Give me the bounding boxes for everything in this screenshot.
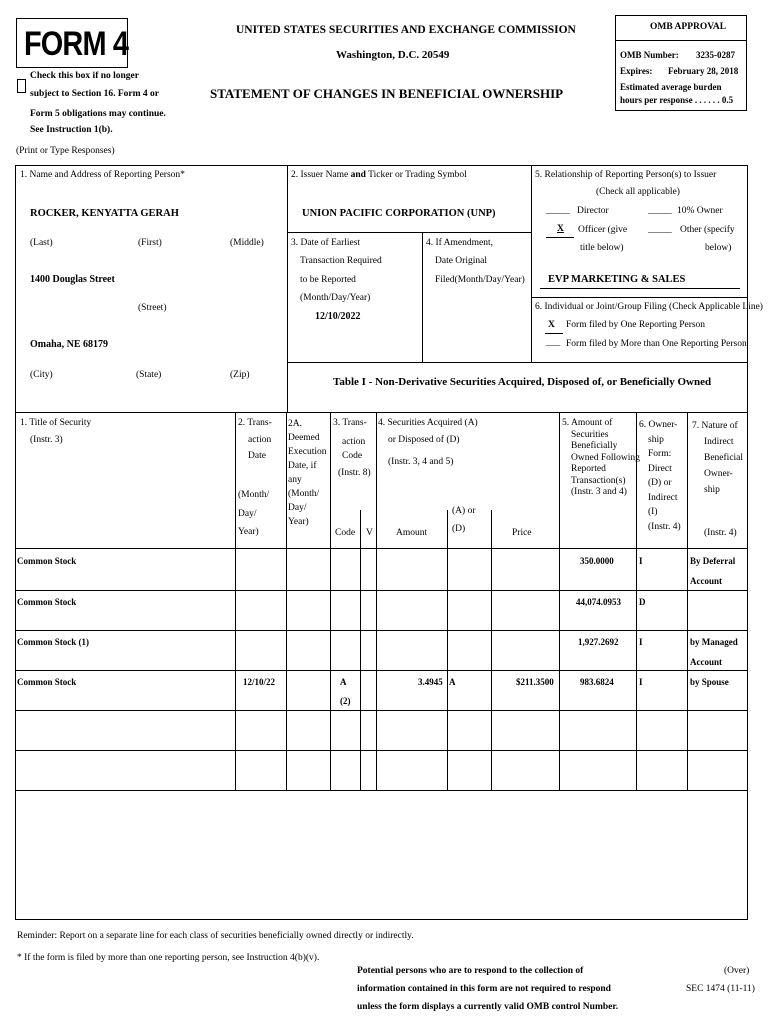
- checkbox-line-2: subject to Section 16. Form 4 or: [30, 89, 160, 99]
- reminder-text: Reminder: Report on a separate line for each class of securities beneficially owned directly or indirectly.: [17, 931, 414, 941]
- zip-caption: (Zip): [230, 370, 250, 380]
- owned-amount[interactable]: 350.0000: [580, 556, 614, 566]
- col3-header-1: 3. Trans-: [333, 418, 367, 428]
- transaction-code[interactable]: A: [340, 677, 347, 687]
- nature-line2: Account: [690, 657, 722, 667]
- amendment-line1: 4. If Amendment,: [426, 238, 494, 248]
- col2-header-6: Year): [238, 527, 259, 537]
- director-blank[interactable]: _____: [546, 206, 570, 216]
- agency-name: UNITED STATES SECURITIES AND EXCHANGE COMMISSION: [236, 24, 576, 36]
- col7-instr: (Instr. 4): [704, 528, 737, 538]
- ownership-form[interactable]: D: [639, 597, 646, 607]
- filing-label: 6. Individual or Joint/Group Filing (Check Applicable Line): [535, 302, 763, 312]
- relationship-label: 5. Relationship of Reporting Person(s) to Issuer: [535, 170, 717, 180]
- state-caption: (State): [136, 370, 162, 380]
- col2-header-2: action: [248, 435, 272, 445]
- col2-header-4: (Month/: [238, 490, 270, 500]
- nature-line1[interactable]: by Managed: [690, 637, 738, 647]
- earliest-date-line2: Transaction Required: [300, 256, 382, 266]
- middle-name-caption: (Middle): [230, 238, 264, 248]
- potential-persons-2: information contained in this form are not required to respond: [357, 984, 611, 994]
- col3-v-header: V: [366, 528, 373, 538]
- agency-location: Washington, D.C. 20549: [336, 49, 450, 61]
- sec-form-number: SEC 1474 (11-11): [686, 984, 755, 994]
- col2a-header: 2A. Deemed Execution Date, if any (Month/ Day/ Year): [288, 419, 327, 527]
- security-title[interactable]: Common Stock (1): [17, 637, 89, 647]
- col2-header-1: 2. Trans-: [238, 418, 272, 428]
- print-note: (Print or Type Responses): [16, 146, 115, 156]
- col2-header-5: Day/: [238, 509, 257, 519]
- ownership-form[interactable]: I: [639, 637, 643, 647]
- col5-header: 5. Amount of Securities Beneficially Owned Following Reported Transaction(s) (Instr. 3 and 4): [562, 418, 640, 497]
- security-title[interactable]: Common Stock: [17, 556, 77, 566]
- checkbox-line-1: Check this box if no longer: [30, 71, 139, 81]
- omb-expires-value: February 28, 2018: [668, 66, 739, 76]
- col2-header-3: Date: [248, 451, 266, 461]
- issuer-value[interactable]: UNION PACIFIC CORPORATION (UNP): [302, 208, 496, 219]
- reporting-person-name[interactable]: ROCKER, KENYATTA GERAH: [30, 208, 179, 219]
- over-label: (Over): [724, 966, 750, 976]
- reporting-person-label: 1. Name and Address of Reporting Person*: [20, 170, 185, 180]
- ownership-form[interactable]: I: [639, 677, 643, 687]
- checkbox-line-3: Form 5 obligations may continue.: [30, 109, 166, 119]
- checkbox-line-4: See Instruction 1(b).: [30, 125, 113, 135]
- col4-header-1: 4. Securities Acquired (A): [378, 418, 478, 428]
- omb-number-label: OMB Number:: [620, 50, 679, 60]
- multiple-person-note: * If the form is filed by more than one reporting person, see Instruction 4(b)(v).: [17, 953, 320, 963]
- amendment-line2: Date Original: [435, 256, 487, 266]
- owned-amount[interactable]: 1,927.2692: [578, 637, 619, 647]
- col7-header: 7. Nature of Indirect Beneficial Owner- ship: [692, 421, 744, 495]
- security-title[interactable]: Common Stock: [17, 597, 77, 607]
- city-value[interactable]: Omaha, NE 68179: [30, 339, 109, 350]
- city-caption: (City): [30, 370, 53, 380]
- transaction-date[interactable]: 12/10/22: [243, 677, 276, 687]
- ten-pct-label: 10% Owner: [677, 206, 723, 216]
- street-value[interactable]: 1400 Douglas Street: [30, 274, 115, 285]
- footnote-ref: (2): [340, 696, 351, 706]
- amendment-line3: Filed(Month/Day/Year): [435, 275, 525, 285]
- omb-burden-line2: hours per response . . . . . . 0.5: [620, 95, 734, 105]
- earliest-date-line1: 3. Date of Earliest: [291, 238, 361, 248]
- more-person-label: Form filed by More than One Reporting Person: [566, 339, 747, 349]
- omb-burden-line1: Estimated average burden: [620, 82, 722, 92]
- col3-header-2: action: [342, 437, 366, 447]
- potential-persons-3: unless the form displays a currently valid OMB control Number.: [357, 1002, 619, 1012]
- col3-code-header: Code: [335, 528, 356, 538]
- issuer-label: 2. Issuer Name and Ticker or Trading Symbol: [291, 170, 467, 180]
- form-title: FORM 4: [24, 25, 129, 63]
- director-label: Director: [577, 206, 609, 216]
- acquired-or-disposed[interactable]: A: [449, 677, 456, 687]
- owned-amount[interactable]: 983.6824: [580, 677, 614, 687]
- omb-title: OMB APPROVAL: [650, 22, 727, 32]
- col4-price-header: Price: [512, 528, 532, 538]
- security-title[interactable]: Common Stock: [17, 677, 77, 687]
- other-blank[interactable]: _____: [648, 225, 672, 235]
- more-person-blank[interactable]: ___: [546, 338, 561, 348]
- statement-title: STATEMENT OF CHANGES IN BENEFICIAL OWNERSHIP: [210, 86, 564, 101]
- table1-title: Table I - Non-Derivative Securities Acquired, Disposed of, or Beneficially Owned: [333, 376, 712, 388]
- nature-line1[interactable]: by Spouse: [690, 677, 729, 687]
- ten-pct-blank[interactable]: _____: [648, 206, 672, 216]
- transaction-amount[interactable]: 3.4945: [418, 677, 443, 687]
- one-person-label: Form filed by One Reporting Person: [566, 320, 706, 330]
- owned-amount[interactable]: 44,074.0953: [576, 597, 621, 607]
- nature-line1[interactable]: By Deferral: [690, 556, 736, 566]
- col4-amount-header: Amount: [396, 528, 428, 538]
- officer-label-1: Officer (give: [578, 225, 628, 235]
- earliest-date-value[interactable]: 12/10/2022: [315, 311, 361, 322]
- other-label-2: below): [705, 243, 732, 253]
- first-name-caption: (First): [138, 238, 162, 248]
- col4-aord-header-2: (D): [452, 524, 466, 534]
- col3-header-3: Code: [342, 451, 363, 461]
- col1-header-1: 1. Title of Security: [20, 418, 92, 428]
- officer-title-value[interactable]: EVP MARKETING & SALES: [548, 274, 686, 285]
- nature-line2: Account: [690, 576, 722, 586]
- omb-expires-label: Expires:: [620, 66, 653, 76]
- no-longer-subject-checkbox[interactable]: [17, 79, 26, 93]
- potential-persons-1: Potential persons who are to respond to the collection of: [357, 966, 584, 976]
- officer-mark[interactable]: X: [557, 224, 564, 234]
- other-label-1: Other (specify: [680, 225, 735, 235]
- transaction-price[interactable]: $211.3500: [516, 677, 554, 687]
- col1-header-2: (Instr. 3): [30, 435, 63, 445]
- relationship-sub: (Check all applicable): [596, 187, 680, 197]
- officer-label-2: title below): [580, 243, 624, 253]
- earliest-date-line3: to be Reported: [300, 275, 356, 285]
- earliest-date-line4: (Month/Day/Year): [300, 293, 371, 303]
- col4-header-2: or Disposed of (D): [388, 435, 460, 445]
- omb-number-value: 3235-0287: [696, 50, 735, 60]
- col3-header-4: (Instr. 8): [338, 468, 371, 478]
- street-caption: (Street): [138, 303, 167, 313]
- last-name-caption: (Last): [30, 238, 53, 248]
- col4-aord-header-1: (A) or: [452, 506, 476, 516]
- one-person-mark[interactable]: X: [548, 320, 555, 330]
- col6-header: 6. Owner- ship Form: Direct (D) or Indirect (I) (Instr. 4): [639, 420, 681, 532]
- col4-header-3: (Instr. 3, 4 and 5): [388, 457, 454, 467]
- ownership-form[interactable]: I: [639, 556, 643, 566]
